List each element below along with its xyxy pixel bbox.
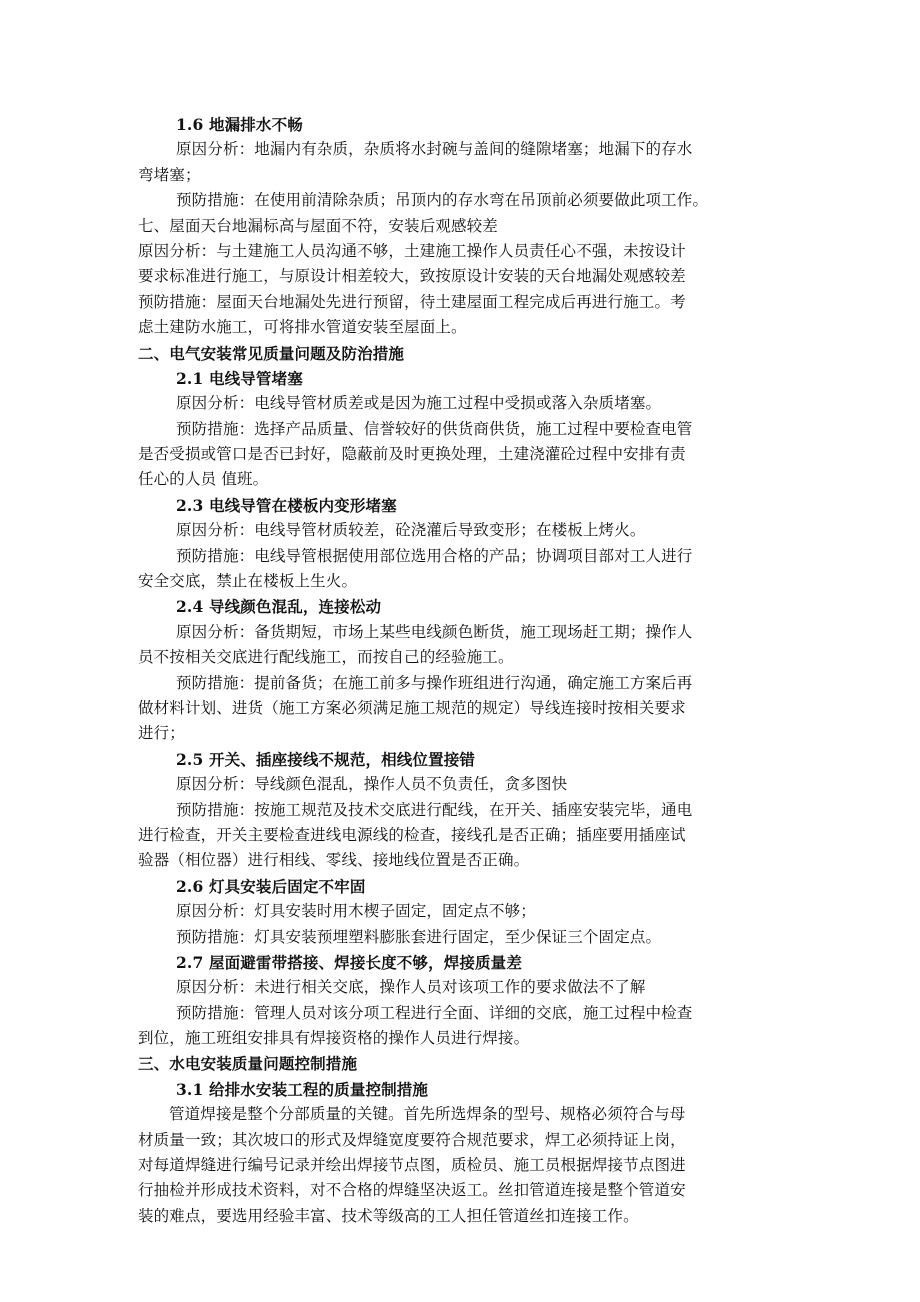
heading-2-3: 2.3 电线导管在楼板内变形堵塞 [176,495,397,515]
paragraph-line: 员不按相关交底进行配线施工，而按自己的经验施工。 [138,648,514,667]
paragraph-line: 原因分析：灯具安装时用木楔子固定，固定点不够； [176,902,536,921]
paragraph-line: 材质量一致；其次坡口的形式及焊缝宽度要符合规范要求，焊工必须持证上岗， [138,1130,686,1149]
paragraph-line: 对每道焊缝进行编号记录并绘出焊接节点图，质检员、施工员根据焊接节点图进 [138,1156,686,1175]
paragraph-line: 原因分析：与土建施工人员沟通不够，土建施工操作人员责任心不强，未按设计 [138,241,686,260]
document-page [138,112,798,1229]
paragraph-line: 管道焊接是整个分部质量的关键。首先所选焊条的型号、规格必须符合与母 [169,1105,686,1124]
paragraph-line: 弯堵塞； [138,165,201,184]
paragraph-line: 行抽检并形成技术资料，对不合格的焊缝坚决返工。丝扣管道连接是整个管道安 [138,1181,686,1200]
paragraph-line: 验器（相位器）进行相线、零线、接地线位置是否正确。 [138,851,530,870]
heading-1-6: 1.6 地漏排水不畅 [176,115,303,134]
paragraph-line: 虑土建防水施工，可将排水管道安装至屋面上。 [138,318,467,337]
heading-2-7: 2.7 屋面避雷带搭接、焊接长度不够，焊接质量差 [176,952,522,972]
paragraph-line: 预防措施：按施工规范及技术交底进行配线，在开关、插座安装完毕，通电 [176,800,693,819]
paragraph-line: 原因分析：导线颜色混乱，操作人员不负责任，贪多图快 [176,775,568,794]
paragraph-line: 原因分析：电线导管材质较差，砼浇灌后导致变形；在楼板上烤火。 [176,521,646,540]
paragraph-line: 做材料计划、进货（施工方案必须满足施工规范的规定）导线连接时按相关要求 [138,698,686,717]
paragraph-line: 预防措施：灯具安装预埋塑料膨胀套进行固定，至少保证三个固定点。 [176,927,662,946]
heading-2-6: 2.6 灯具安装后固定不牢固 [176,876,366,896]
paragraph-line: 任心的人员 值班。 [138,470,269,489]
paragraph-line: 要求标准进行施工，与原设计相差较大，致按原设计安装的天台地漏处观感较差 [138,267,686,286]
paragraph-line: 装的难点，要选用经验丰富、技术等级高的工人担任管道丝扣连接工作。 [138,1206,639,1225]
paragraph-line: 进行； [138,724,185,743]
paragraph-line: 预防措施：提前备货；在施工前多与操作班组进行沟通，确定施工方案后再 [176,673,693,692]
paragraph-line: 预防措施：屋面天台地漏处先进行预留，待土建屋面工程完成后再进行施工。考 [138,292,686,311]
paragraph-line: 到位，施工班组安排具有焊接资格的操作人员进行焊接。 [138,1029,530,1048]
paragraph-line: 预防措施：电线导管根据使用部位选用合格的产品；协调项目部对工人进行 [176,546,693,565]
heading-2-5: 2.5 开关、插座接线不规范，相线位置接错 [176,749,476,769]
section-heading-2: 二、电气安装常见质量问题及防治措施 [138,343,405,363]
paragraph-line: 预防措施：在使用前清除杂质；吊顶内的存水弯在吊顶前必须要做此项工作。 [176,191,709,210]
paragraph-line: 预防措施：选择产品质量、信誉较好的供货商供货，施工过程中要检查电管 [176,419,693,438]
paragraph-line: 原因分析：备货期短，市场上某些电线颜色断货，施工现场赶工期；操作人 [176,622,693,641]
section-heading-3: 三、水电安装质量问题控制措施 [138,1054,358,1074]
heading-2-1: 2.1 电线导管堵塞 [176,368,303,388]
heading-2-4: 2.4 导线颜色混乱，连接松动 [176,597,382,617]
paragraph-line: 是否受损或管口是否已封好，隐蔽前及时更换处理，土建浇灌砼过程中安排有责 [138,445,686,464]
paragraph-line: 原因分析：地漏内有杂质，杂质将水封碗与盖间的缝隙堵塞；地漏下的存水 [176,140,693,159]
paragraph-line: 原因分析：电线导管材质差或是因为施工过程中受损或落入杂质堵塞。 [176,394,662,413]
paragraph-line: 进行检查，开关主要检查进线电源线的检查，接线孔是否正确；插座要用插座试 [138,825,686,844]
heading-3-1: 3.1 给排水安装工程的质量控制措施 [176,1079,429,1099]
section-heading-7: 七、屋面天台地漏标高与屋面不符，安装后观感较差 [138,216,498,235]
paragraph-line: 原因分析：未进行相关交底，操作人员对该项工作的要求做法不了解 [176,978,646,997]
paragraph-line: 预防措施：管理人员对该分项工程进行全面、详细的交底，施工过程中检查 [176,1003,693,1022]
paragraph-line: 安全交底，禁止在楼板上生火。 [138,572,358,591]
